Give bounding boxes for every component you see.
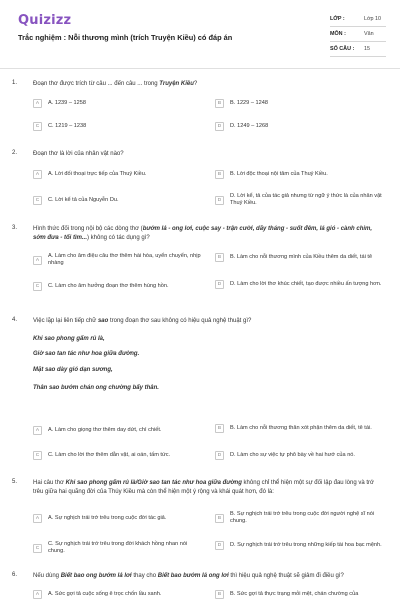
meta-key: MÔN : — [330, 31, 346, 37]
option-c[interactable] — [33, 122, 203, 131]
question-text-part: không chỉ thể hiện một sự đối lập đau lòng và trớ trêu giữa hai quãng đời của Thúy Kiều mà còn thể hiện một ý rộng và khái quát hơn, đó là: — [33, 480, 374, 495]
question-text-emphasis: sao — [97, 318, 109, 324]
option-letter-box[interactable]: C — [33, 544, 42, 553]
option-a[interactable] — [33, 514, 203, 523]
option-text: B. Làm cho nỗi thương thân xót phận thêm da diết, tê tái. — [230, 424, 372, 431]
option-letter-box[interactable]: C — [33, 451, 42, 460]
option-text: B. Làm cho nỗi thương mình của Kiều thêm da diết, tái tê — [230, 253, 373, 260]
question-text-emphasis: Biết bao ong bướm lả lơi — [60, 573, 132, 579]
question-number: 2. — [12, 150, 18, 156]
option-text: B. Sự nghịch trái trớ trêu trong cuộc đời người nghệ sĩ nói chung. — [230, 511, 375, 525]
option-b[interactable] — [215, 170, 385, 179]
option-text: C. Làm cho âm hưởng đoạn thơ thêm hùng hồn. — [48, 282, 169, 289]
option-letter-box[interactable]: C — [33, 196, 42, 205]
meta-row-subject — [330, 27, 386, 42]
option-letter-box[interactable]: C — [33, 122, 42, 131]
option-text: C. Làm cho lời thơ thêm dằn vặt, ai oán, tấm tức. — [48, 451, 171, 458]
meta-row-count — [330, 42, 386, 57]
question-text-part: thay cho — [131, 573, 158, 579]
option-b[interactable] — [215, 253, 385, 262]
question-text-emphasis: Khi sao phong gấm rủ là/Giờ sao tan tác như hoa giữa đường — [65, 480, 242, 486]
meta-value: 15 — [364, 46, 370, 52]
poem-line: Mặt sao dày gió dạn sương, — [33, 367, 113, 373]
question-text — [33, 80, 383, 89]
option-text: B. Lời độc thoại nội tâm của Thuý Kiều. — [230, 170, 328, 177]
option-letter-box[interactable]: D — [215, 196, 224, 205]
meta-table — [330, 12, 386, 57]
question-text-part: Nếu dùng — [33, 573, 61, 579]
option-d[interactable] — [215, 541, 385, 550]
option-letter-box[interactable]: A — [33, 256, 42, 265]
option-text: A. Sức gợi tả cuộc sống ê trọc chốn lầu xanh. — [48, 590, 162, 597]
option-c[interactable] — [33, 196, 203, 205]
option-text: D. Lời kể, tả của tác giả nhưng từ ngữ ý thức là của nhân vật Thuý Kiều. — [230, 193, 382, 207]
option-b[interactable] — [215, 424, 385, 433]
option-d[interactable] — [215, 280, 385, 289]
meta-row-class — [330, 12, 386, 27]
question-text-part: thì hiệu quả nghệ thuật sẽ giảm đi điều gì? — [228, 573, 344, 579]
question-text — [33, 572, 383, 581]
option-b[interactable] — [215, 590, 385, 599]
meta-key: LỚP : — [330, 16, 345, 22]
option-letter-box[interactable]: C — [33, 282, 42, 291]
page-title: Trắc nghiệm : Nỗi thương mình (trích Truyện Kiều) có đáp án — [18, 33, 233, 42]
option-a[interactable] — [33, 426, 203, 435]
option-a[interactable] — [33, 253, 203, 268]
question-text-emphasis: Biết bao bướm lả ong lơi — [157, 573, 229, 579]
option-b[interactable] — [215, 99, 385, 108]
question-text — [33, 225, 383, 242]
option-letter-box[interactable]: A — [33, 99, 42, 108]
meta-value: Văn — [364, 31, 374, 37]
option-letter-box[interactable]: D — [215, 541, 224, 550]
option-text: B. Sức gợi tả thực trạng mỏi mệt, chán chường của — [230, 590, 359, 597]
option-letter-box[interactable]: B — [215, 424, 224, 433]
poem-line: Khi sao phong gấm rủ là, — [33, 336, 105, 342]
question-text-emphasis: bướm lả - ong lơi, cuộc say - trận cười, dãy tháng - suốt đêm, lá gió - cành chim, sớm đưa - tối tìm... — [33, 226, 373, 241]
option-a[interactable] — [33, 590, 203, 599]
option-letter-box[interactable]: D — [215, 451, 224, 460]
option-text: A. Sự nghịch trái trớ trêu trong cuộc đời tác giả. — [48, 514, 167, 521]
poem-line: Giờ sao tan tác như hoa giữa đường. — [33, 351, 140, 357]
option-letter-box[interactable]: D — [215, 122, 224, 131]
option-text: C. Lời kể tả của Nguyễn Du. — [48, 196, 119, 203]
option-a[interactable] — [33, 99, 203, 108]
option-text: A. Làm cho giọng thơ thêm day dứt, chì chiết. — [48, 426, 162, 433]
option-letter-box[interactable]: B — [215, 514, 224, 523]
option-a[interactable] — [33, 170, 203, 179]
question-text-part: Hình thức đối trong nội bộ các dòng thơ ( — [33, 226, 143, 232]
option-letter-box[interactable]: B — [215, 590, 224, 599]
question-text-emphasis: Truyện Kiều — [159, 81, 194, 87]
question-number: 5. — [12, 479, 18, 485]
option-c[interactable] — [33, 451, 203, 460]
question-text-part: Việc lặp lại liên tiếp chữ — [33, 318, 98, 324]
option-letter-box[interactable]: B — [215, 253, 224, 262]
question-text — [33, 317, 383, 326]
meta-key: SỐ CÂU : — [330, 46, 355, 52]
question-text-part: ) không có tác dụng gì? — [86, 234, 150, 241]
option-b[interactable] — [215, 511, 385, 526]
question-text-part: Đoạn thơ được trích từ câu ... đến câu ... trong — [33, 81, 160, 87]
question-number: 6. — [12, 572, 18, 578]
header-divider — [0, 68, 400, 69]
question-text: Đoạn thơ là lời của nhân vật nào? — [33, 151, 124, 157]
option-text: D. Làm cho lời thơ khúc chiết, tạo được nhiều ấn tượng hơn. — [230, 280, 382, 287]
question-number: 3. — [12, 225, 18, 231]
question-text-part: trong đoạn thơ sau không có hiệu quả nghệ thuật gì? — [108, 318, 252, 324]
option-text: D. Làm cho sự việc tự phô bày về hai hướ của nó. — [230, 451, 355, 458]
option-letter-box[interactable]: A — [33, 426, 42, 435]
option-letter-box[interactable]: B — [215, 170, 224, 179]
meta-value: Lớp 10 — [364, 16, 382, 22]
option-text: C. Sự nghịch trái trớ trêu trong đời khách hồng nhan nói chung. — [48, 541, 188, 555]
option-text: B. 1229 – 1248 — [230, 99, 268, 106]
option-text: D. Sự nghịch trái trớ trêu trong những kiếp tài hoa bạc mệnh. — [230, 541, 382, 548]
question-number: 1. — [12, 80, 18, 86]
question-text-part: Hai câu thơ — [33, 480, 66, 486]
option-letter-box[interactable]: B — [215, 99, 224, 108]
option-text: A. Lời đối thoại trực tiếp của Thuý Kiều. — [48, 170, 147, 177]
option-d[interactable] — [215, 193, 385, 208]
option-d[interactable] — [215, 451, 385, 460]
option-d[interactable] — [215, 122, 385, 131]
poem-line: Thân sao bướm chán ong chường bấy thân. — [33, 385, 159, 391]
option-c[interactable] — [33, 282, 203, 291]
option-letter-box[interactable]: D — [215, 280, 224, 289]
question-number: 4. — [12, 317, 18, 323]
quizizz-logo: Quizizz — [18, 13, 72, 28]
option-text: D. 1249 – 1268 — [230, 122, 269, 129]
option-text: A. 1239 – 1258 — [48, 99, 86, 106]
option-letter-box[interactable]: A — [33, 590, 42, 599]
option-letter-box[interactable]: A — [33, 170, 42, 179]
option-letter-box[interactable]: A — [33, 514, 42, 523]
question-text-part: ? — [193, 81, 198, 87]
option-c[interactable] — [33, 541, 203, 556]
page-header — [0, 0, 400, 62]
option-text: C. 1219 – 1238 — [48, 122, 87, 129]
option-text: A. Làm cho âm điệu câu thơ thêm hài hòa, uyển chuyển, nhịp nhàng — [48, 253, 201, 267]
question-text — [33, 479, 383, 496]
